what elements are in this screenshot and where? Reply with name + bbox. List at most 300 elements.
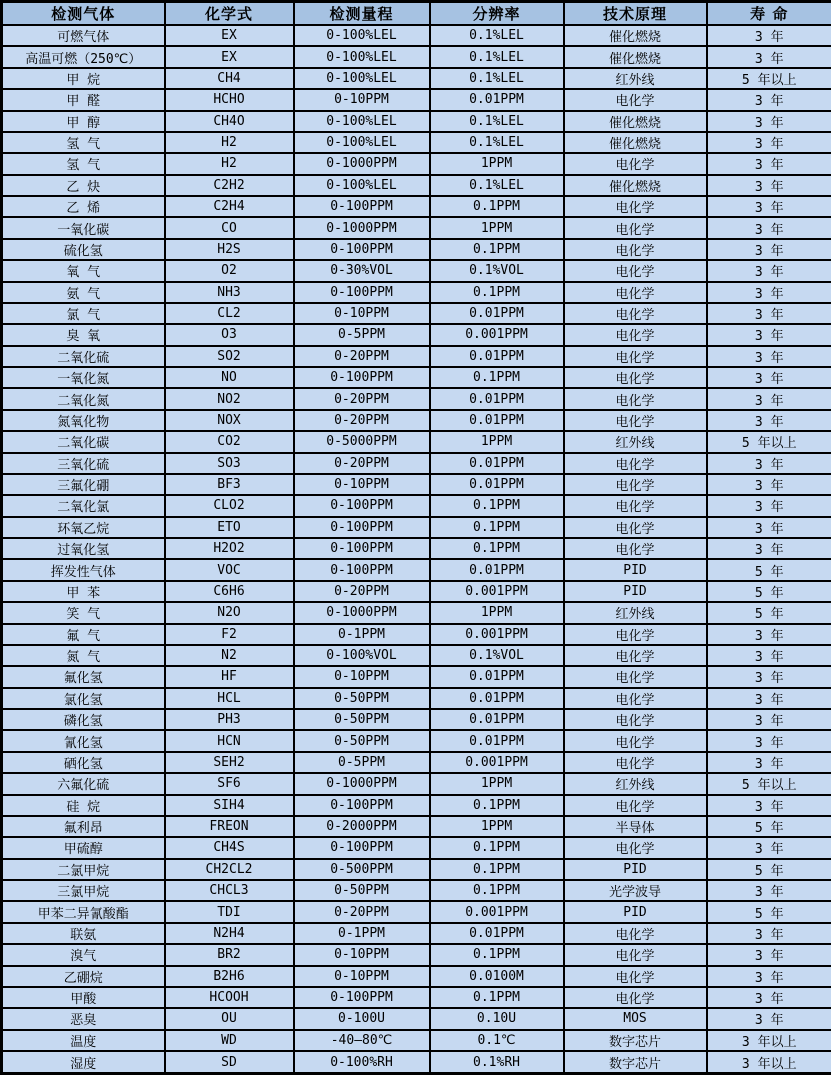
cell-gas-name: 二氯甲烷 [2, 859, 165, 880]
table-row [2, 367, 831, 388]
cell-gas-name: 氟 气 [2, 624, 165, 645]
table-row [2, 474, 831, 495]
cell-chemical-formula: HF [165, 666, 294, 687]
cell-tech-principle: 电化学 [564, 730, 707, 751]
cell-detection-range: 0-1000PPM [294, 602, 430, 623]
cell-detection-range: 0-100PPM [294, 495, 430, 516]
table-row [2, 880, 831, 901]
cell-detection-range: 0-100PPM [294, 987, 430, 1008]
cell-detection-range: 0-100PPM [294, 517, 430, 538]
cell-detection-range: 0-100PPM [294, 239, 430, 260]
cell-resolution: 0.1%LEL [430, 132, 564, 153]
cell-lifespan: 3 年 [707, 474, 831, 495]
table-row [2, 1008, 831, 1029]
cell-resolution: 0.1%LEL [430, 46, 564, 67]
table-row [2, 1030, 831, 1051]
cell-gas-name: 甲苯二异氰酸酯 [2, 901, 165, 922]
cell-detection-range: -40—80℃ [294, 1030, 430, 1051]
table-row [2, 645, 831, 666]
cell-chemical-formula: OU [165, 1008, 294, 1029]
table-row [2, 923, 831, 944]
cell-tech-principle: 电化学 [564, 453, 707, 474]
cell-gas-name: 甲 醇 [2, 111, 165, 132]
cell-lifespan: 3 年 [707, 217, 831, 238]
cell-chemical-formula: CO [165, 217, 294, 238]
cell-resolution: 0.1PPM [430, 517, 564, 538]
table-row [2, 773, 831, 794]
cell-lifespan: 3 年 [707, 239, 831, 260]
cell-resolution: 1PPM [430, 431, 564, 452]
table-row [2, 517, 831, 538]
cell-gas-name: 可燃气体 [2, 25, 165, 46]
cell-chemical-formula: H2 [165, 132, 294, 153]
cell-chemical-formula: CLO2 [165, 495, 294, 516]
table-header [2, 2, 831, 26]
cell-gas-name: 氮氧化物 [2, 410, 165, 431]
table-row [2, 410, 831, 431]
cell-chemical-formula: HCN [165, 730, 294, 751]
cell-gas-name: 氯化氢 [2, 688, 165, 709]
cell-chemical-formula: H2S [165, 239, 294, 260]
cell-tech-principle: 数字芯片 [564, 1051, 707, 1074]
cell-detection-range: 0-100%LEL [294, 25, 430, 46]
cell-tech-principle: 电化学 [564, 538, 707, 559]
cell-chemical-formula: FREON [165, 816, 294, 837]
cell-tech-principle: 电化学 [564, 517, 707, 538]
cell-resolution: 0.1%VOL [430, 260, 564, 281]
cell-chemical-formula: C6H6 [165, 581, 294, 602]
cell-lifespan: 5 年 [707, 816, 831, 837]
cell-gas-name: 乙硼烷 [2, 966, 165, 987]
table-row [2, 816, 831, 837]
cell-lifespan: 3 年 [707, 388, 831, 409]
cell-chemical-formula: HCOOH [165, 987, 294, 1008]
cell-detection-range: 0-100PPM [294, 559, 430, 580]
cell-chemical-formula: SF6 [165, 773, 294, 794]
cell-detection-range: 0-10PPM [294, 303, 430, 324]
cell-resolution: 0.1PPM [430, 495, 564, 516]
table-row [2, 453, 831, 474]
cell-resolution: 0.0100M [430, 966, 564, 987]
cell-gas-name: 氨 气 [2, 282, 165, 303]
cell-gas-name: 一氧化碳 [2, 217, 165, 238]
cell-tech-principle: 电化学 [564, 217, 707, 238]
column-header-range: 检测量程 [294, 2, 430, 26]
cell-gas-name: 过氧化氢 [2, 538, 165, 559]
cell-tech-principle: 催化燃烧 [564, 175, 707, 196]
cell-tech-principle: 电化学 [564, 944, 707, 965]
cell-resolution: 0.1℃ [430, 1030, 564, 1051]
table-row [2, 709, 831, 730]
cell-detection-range: 0-100%LEL [294, 132, 430, 153]
cell-chemical-formula: EX [165, 25, 294, 46]
cell-tech-principle: 催化燃烧 [564, 132, 707, 153]
cell-resolution: 0.01PPM [430, 303, 564, 324]
cell-lifespan: 3 年 [707, 282, 831, 303]
cell-resolution: 0.01PPM [430, 410, 564, 431]
table-row [2, 431, 831, 452]
cell-chemical-formula: ETO [165, 517, 294, 538]
cell-detection-range: 0-1PPM [294, 624, 430, 645]
table-row [2, 388, 831, 409]
cell-tech-principle: 电化学 [564, 410, 707, 431]
cell-lifespan: 3 年以上 [707, 1030, 831, 1051]
cell-resolution: 0.001PPM [430, 624, 564, 645]
cell-chemical-formula: CO2 [165, 431, 294, 452]
cell-resolution: 1PPM [430, 153, 564, 174]
cell-detection-range: 0-100PPM [294, 196, 430, 217]
cell-gas-name: 恶臭 [2, 1008, 165, 1029]
cell-lifespan: 3 年 [707, 25, 831, 46]
cell-detection-range: 0-20PPM [294, 453, 430, 474]
table-row [2, 68, 831, 89]
cell-gas-name: 磷化氢 [2, 709, 165, 730]
cell-detection-range: 0-20PPM [294, 581, 430, 602]
cell-chemical-formula: SO3 [165, 453, 294, 474]
cell-detection-range: 0-1000PPM [294, 153, 430, 174]
cell-chemical-formula: CH2CL2 [165, 859, 294, 880]
cell-lifespan: 5 年 [707, 901, 831, 922]
cell-tech-principle: 电化学 [564, 966, 707, 987]
cell-tech-principle: PID [564, 859, 707, 880]
cell-resolution: 0.01PPM [430, 923, 564, 944]
cell-tech-principle: 电化学 [564, 260, 707, 281]
cell-lifespan: 5 年以上 [707, 773, 831, 794]
cell-detection-range: 0-10PPM [294, 474, 430, 495]
cell-lifespan: 3 年 [707, 517, 831, 538]
cell-chemical-formula: SIH4 [165, 795, 294, 816]
cell-gas-name: 甲硫醇 [2, 837, 165, 858]
cell-tech-principle: 电化学 [564, 388, 707, 409]
cell-detection-range: 0-10PPM [294, 89, 430, 110]
table-row [2, 46, 831, 67]
table-row [2, 752, 831, 773]
cell-resolution: 0.1PPM [430, 367, 564, 388]
cell-tech-principle: 电化学 [564, 282, 707, 303]
cell-resolution: 0.1PPM [430, 859, 564, 880]
column-header-formula: 化学式 [165, 2, 294, 26]
cell-gas-name: 硫化氢 [2, 239, 165, 260]
cell-gas-name: 笑 气 [2, 602, 165, 623]
table-row [2, 153, 831, 174]
cell-gas-name: 氢 气 [2, 153, 165, 174]
cell-lifespan: 3 年 [707, 795, 831, 816]
cell-tech-principle: 电化学 [564, 795, 707, 816]
table-row [2, 495, 831, 516]
table-row [2, 196, 831, 217]
cell-chemical-formula: H2 [165, 153, 294, 174]
cell-lifespan: 3 年 [707, 346, 831, 367]
cell-tech-principle: 数字芯片 [564, 1030, 707, 1051]
cell-resolution: 0.1PPM [430, 837, 564, 858]
cell-tech-principle: 红外线 [564, 431, 707, 452]
cell-chemical-formula: HCL [165, 688, 294, 709]
cell-gas-name: 二氧化碳 [2, 431, 165, 452]
cell-gas-name: 甲 苯 [2, 581, 165, 602]
cell-chemical-formula: VOC [165, 559, 294, 580]
cell-lifespan: 3 年 [707, 303, 831, 324]
cell-lifespan: 3 年 [707, 645, 831, 666]
cell-gas-name: 甲酸 [2, 987, 165, 1008]
cell-detection-range: 0-50PPM [294, 730, 430, 751]
cell-resolution: 1PPM [430, 773, 564, 794]
cell-lifespan: 3 年 [707, 111, 831, 132]
cell-lifespan: 3 年 [707, 260, 831, 281]
cell-resolution: 0.1%LEL [430, 68, 564, 89]
cell-tech-principle: 电化学 [564, 367, 707, 388]
table-row [2, 624, 831, 645]
table-row [2, 666, 831, 687]
cell-gas-name: 氧 气 [2, 260, 165, 281]
cell-gas-name: 二氧化氮 [2, 388, 165, 409]
column-header-principle: 技术原理 [564, 2, 707, 26]
cell-resolution: 0.01PPM [430, 474, 564, 495]
table-row [2, 111, 831, 132]
cell-chemical-formula: NO2 [165, 388, 294, 409]
cell-chemical-formula: H2O2 [165, 538, 294, 559]
cell-tech-principle: 红外线 [564, 68, 707, 89]
cell-detection-range: 0-50PPM [294, 688, 430, 709]
cell-lifespan: 5 年 [707, 602, 831, 623]
cell-tech-principle: 催化燃烧 [564, 25, 707, 46]
cell-chemical-formula: PH3 [165, 709, 294, 730]
cell-detection-range: 0-10PPM [294, 666, 430, 687]
cell-resolution: 0.01PPM [430, 453, 564, 474]
table-row [2, 175, 831, 196]
cell-gas-name: 六氟化硫 [2, 773, 165, 794]
cell-resolution: 0.1%LEL [430, 111, 564, 132]
table-row [2, 602, 831, 623]
table-row [2, 901, 831, 922]
column-header-gas: 检测气体 [2, 2, 165, 26]
cell-resolution: 0.01PPM [430, 559, 564, 580]
cell-detection-range: 0-100%LEL [294, 111, 430, 132]
cell-lifespan: 3 年 [707, 987, 831, 1008]
cell-chemical-formula: WD [165, 1030, 294, 1051]
table-row [2, 559, 831, 580]
cell-detection-range: 0-1000PPM [294, 217, 430, 238]
cell-detection-range: 0-50PPM [294, 880, 430, 901]
cell-tech-principle: 电化学 [564, 495, 707, 516]
cell-detection-range: 0-100PPM [294, 367, 430, 388]
cell-lifespan: 3 年 [707, 688, 831, 709]
cell-gas-name: 挥发性气体 [2, 559, 165, 580]
table-row [2, 837, 831, 858]
cell-lifespan: 5 年 [707, 581, 831, 602]
cell-detection-range: 0-100PPM [294, 282, 430, 303]
cell-tech-principle: 半导体 [564, 816, 707, 837]
cell-resolution: 0.01PPM [430, 730, 564, 751]
cell-resolution: 0.01PPM [430, 688, 564, 709]
table-row [2, 303, 831, 324]
cell-tech-principle: 电化学 [564, 196, 707, 217]
cell-chemical-formula: N2O [165, 602, 294, 623]
table-row [2, 282, 831, 303]
cell-chemical-formula: BF3 [165, 474, 294, 495]
cell-lifespan: 3 年以上 [707, 1051, 831, 1074]
cell-lifespan: 3 年 [707, 153, 831, 174]
cell-gas-name: 环氧乙烷 [2, 517, 165, 538]
cell-tech-principle: 催化燃烧 [564, 111, 707, 132]
cell-detection-range: 0-100PPM [294, 795, 430, 816]
cell-lifespan: 3 年 [707, 709, 831, 730]
table-row [2, 688, 831, 709]
cell-chemical-formula: BR2 [165, 944, 294, 965]
cell-gas-name: 氢 气 [2, 132, 165, 153]
cell-lifespan: 3 年 [707, 538, 831, 559]
cell-detection-range: 0-5PPM [294, 324, 430, 345]
cell-tech-principle: 光学波导 [564, 880, 707, 901]
table-row [2, 324, 831, 345]
cell-chemical-formula: C2H4 [165, 196, 294, 217]
cell-chemical-formula: SEH2 [165, 752, 294, 773]
cell-lifespan: 3 年 [707, 837, 831, 858]
cell-lifespan: 3 年 [707, 89, 831, 110]
cell-chemical-formula: NO [165, 367, 294, 388]
cell-chemical-formula: O3 [165, 324, 294, 345]
cell-chemical-formula: B2H6 [165, 966, 294, 987]
cell-detection-range: 0-100%LEL [294, 68, 430, 89]
cell-gas-name: 三氟化硼 [2, 474, 165, 495]
cell-tech-principle: 电化学 [564, 645, 707, 666]
table-row [2, 944, 831, 965]
cell-chemical-formula: CHCL3 [165, 880, 294, 901]
cell-chemical-formula: EX [165, 46, 294, 67]
cell-gas-name: 硒化氢 [2, 752, 165, 773]
cell-detection-range: 0-100PPM [294, 837, 430, 858]
cell-lifespan: 3 年 [707, 966, 831, 987]
cell-tech-principle: 电化学 [564, 624, 707, 645]
cell-tech-principle: 红外线 [564, 773, 707, 794]
cell-gas-name: 一氧化氮 [2, 367, 165, 388]
cell-resolution: 0.001PPM [430, 752, 564, 773]
table-row [2, 795, 831, 816]
cell-tech-principle: 红外线 [564, 602, 707, 623]
cell-resolution: 0.1PPM [430, 795, 564, 816]
cell-chemical-formula: N2 [165, 645, 294, 666]
cell-chemical-formula: NH3 [165, 282, 294, 303]
cell-gas-name: 氟利昂 [2, 816, 165, 837]
table-row [2, 538, 831, 559]
cell-gas-name: 氟化氢 [2, 666, 165, 687]
cell-lifespan: 3 年 [707, 495, 831, 516]
cell-gas-name: 甲 醛 [2, 89, 165, 110]
cell-gas-name: 高温可燃（250℃） [2, 46, 165, 67]
cell-tech-principle: 电化学 [564, 303, 707, 324]
cell-detection-range: 0-2000PPM [294, 816, 430, 837]
cell-lifespan: 3 年 [707, 46, 831, 67]
cell-lifespan: 3 年 [707, 666, 831, 687]
table-body [2, 25, 831, 1074]
cell-tech-principle: 电化学 [564, 474, 707, 495]
cell-chemical-formula: TDI [165, 901, 294, 922]
cell-tech-principle: 电化学 [564, 346, 707, 367]
cell-lifespan: 3 年 [707, 923, 831, 944]
cell-lifespan: 3 年 [707, 196, 831, 217]
table-row [2, 217, 831, 238]
cell-tech-principle: MOS [564, 1008, 707, 1029]
cell-resolution: 0.1%LEL [430, 175, 564, 196]
cell-gas-name: 湿度 [2, 1051, 165, 1074]
cell-tech-principle: 电化学 [564, 688, 707, 709]
table-row [2, 25, 831, 46]
cell-chemical-formula: HCHO [165, 89, 294, 110]
cell-gas-name: 硅 烷 [2, 795, 165, 816]
cell-lifespan: 3 年 [707, 410, 831, 431]
cell-tech-principle: 电化学 [564, 153, 707, 174]
cell-resolution: 0.001PPM [430, 324, 564, 345]
cell-lifespan: 3 年 [707, 880, 831, 901]
cell-chemical-formula: N2H4 [165, 923, 294, 944]
cell-tech-principle: 电化学 [564, 324, 707, 345]
cell-resolution: 0.1PPM [430, 538, 564, 559]
cell-gas-name: 甲 烷 [2, 68, 165, 89]
cell-detection-range: 0-10PPM [294, 966, 430, 987]
cell-tech-principle: 电化学 [564, 89, 707, 110]
cell-detection-range: 0-100%LEL [294, 46, 430, 67]
cell-detection-range: 0-100U [294, 1008, 430, 1029]
cell-resolution: 0.1%RH [430, 1051, 564, 1074]
cell-lifespan: 3 年 [707, 944, 831, 965]
table-row [2, 730, 831, 751]
cell-resolution: 0.01PPM [430, 666, 564, 687]
cell-lifespan: 3 年 [707, 132, 831, 153]
table-row [2, 581, 831, 602]
cell-chemical-formula: SO2 [165, 346, 294, 367]
cell-chemical-formula: SD [165, 1051, 294, 1074]
cell-gas-name: 二氧化氯 [2, 495, 165, 516]
cell-resolution: 1PPM [430, 816, 564, 837]
cell-resolution: 0.001PPM [430, 901, 564, 922]
cell-gas-name: 三氯甲烷 [2, 880, 165, 901]
cell-gas-name: 乙 炔 [2, 175, 165, 196]
cell-tech-principle: 电化学 [564, 709, 707, 730]
cell-detection-range: 0-20PPM [294, 901, 430, 922]
cell-lifespan: 3 年 [707, 624, 831, 645]
cell-lifespan: 5 年 [707, 559, 831, 580]
table-row [2, 239, 831, 260]
table-row [2, 89, 831, 110]
cell-gas-name: 联氨 [2, 923, 165, 944]
cell-resolution: 0.10U [430, 1008, 564, 1029]
cell-detection-range: 0-20PPM [294, 346, 430, 367]
cell-detection-range: 0-20PPM [294, 388, 430, 409]
cell-lifespan: 5 年以上 [707, 431, 831, 452]
cell-detection-range: 0-20PPM [294, 410, 430, 431]
cell-resolution: 0.1PPM [430, 944, 564, 965]
cell-tech-principle: 催化燃烧 [564, 46, 707, 67]
cell-resolution: 0.001PPM [430, 581, 564, 602]
cell-resolution: 0.01PPM [430, 709, 564, 730]
cell-tech-principle: PID [564, 581, 707, 602]
cell-lifespan: 3 年 [707, 453, 831, 474]
table-row [2, 859, 831, 880]
cell-resolution: 0.1PPM [430, 239, 564, 260]
header-row [2, 2, 831, 26]
cell-detection-range: 0-100%RH [294, 1051, 430, 1074]
cell-gas-name: 臭 氧 [2, 324, 165, 345]
cell-gas-name: 三氧化硫 [2, 453, 165, 474]
cell-lifespan: 3 年 [707, 175, 831, 196]
table-row [2, 1051, 831, 1074]
cell-resolution: 0.1PPM [430, 282, 564, 303]
cell-detection-range: 0-1000PPM [294, 773, 430, 794]
table-row [2, 987, 831, 1008]
cell-resolution: 0.01PPM [430, 89, 564, 110]
cell-lifespan: 3 年 [707, 730, 831, 751]
cell-resolution: 0.1PPM [430, 880, 564, 901]
cell-tech-principle: 电化学 [564, 239, 707, 260]
